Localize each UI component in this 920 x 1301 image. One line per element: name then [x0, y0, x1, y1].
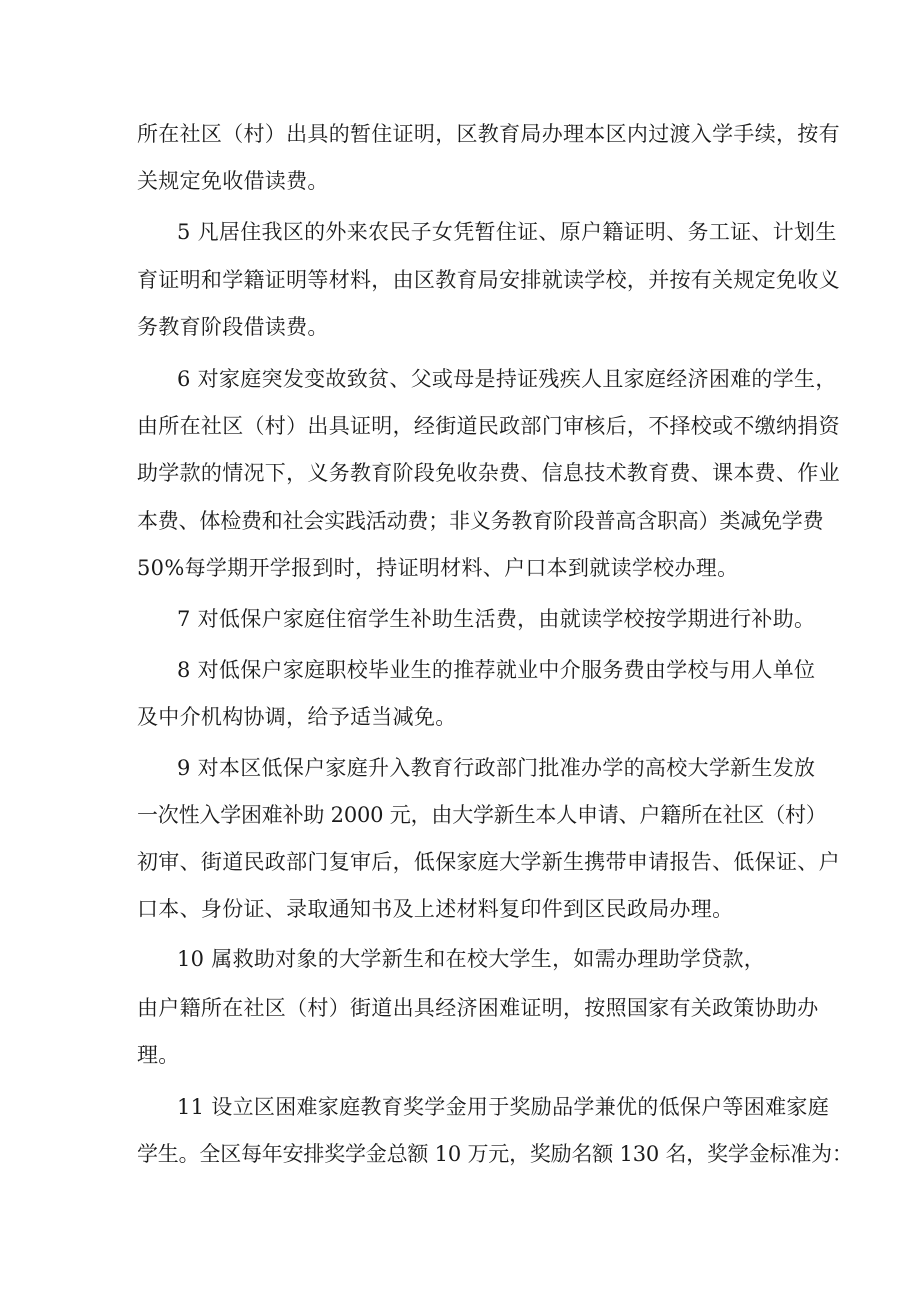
paragraph-line: 及中介机构协调，给予适当减免。 [137, 705, 457, 729]
paragraph-line: 一次性入学困难补助 2000 元，由大学新生本人申请、户籍所在社区（村） [137, 803, 827, 827]
paragraph-line: 学生。全区每年安排奖学金总额 10 万元，奖励名额 130 名，奖学金标准为： [137, 1142, 853, 1166]
paragraph-line: 11 设立区困难家庭教育奖学金用于奖励品学兼优的低保户等困难家庭 [177, 1095, 829, 1119]
paragraph-line: 口本、身份证、录取通知书及上述材料复印件到区民政局办理。 [137, 897, 734, 921]
paragraph-line: 关规定免收借读费。 [137, 169, 329, 193]
paragraph-line: 5 凡居住我区的外来农民子女凭暂住证、原户籍证明、务工证、计划生 [177, 220, 837, 244]
paragraph-line: 8 对低保户家庭职校毕业生的推荐就业中介服务费由学校与用人单位 [177, 658, 816, 682]
paragraph-line: 6 对家庭突发变故致贫、父或母是持证残疾人且家庭经济困难的学生， [177, 367, 837, 391]
paragraph-line: 初审、街道民政部门复审后，低保家庭大学新生携带申请报告、低保证、户 [137, 850, 840, 874]
paragraph-line: 由户籍所在社区（村）街道出具经济困难证明，按照国家有关政策协助办 [137, 996, 819, 1020]
paragraph-line: 助学款的情况下，义务教育阶段免收杂费、信息技术教育费、课本费、作业 [137, 461, 840, 485]
paragraph-line: 理。 [137, 1043, 180, 1067]
paragraph-line: 50%每学期开学报到时，持证明材料、户口本到就读学校办理。 [137, 556, 739, 580]
paragraph-line: 育证明和学籍证明等材料，由区教育局安排就读学校，并按有关规定免收义 [137, 268, 840, 292]
paragraph-line: 由所在社区（村）出具证明，经街道民政部门审核后，不择校或不缴纳捐资 [137, 414, 840, 438]
paragraph-line: 9 对本区低保户家庭升入教育行政部门批准办学的高校大学新生发放 [177, 756, 816, 780]
paragraph-line: 本费、体检费和社会实践活动费；非义务教育阶段普高含职高）类减免学费 [137, 509, 824, 533]
paragraph-line: 务教育阶段借读费。 [137, 315, 329, 339]
paragraph-line: 所在社区（村）出具的暂住证明，区教育局办理本区内过渡入学手续，按有 [137, 122, 840, 146]
paragraph-line: 10 属救助对象的大学新生和在校大学生，如需办理助学贷款， [177, 947, 766, 971]
paragraph-line: 7 对低保户家庭住宿学生补助生活费，由就读学校按学期进行补助。 [177, 607, 816, 631]
